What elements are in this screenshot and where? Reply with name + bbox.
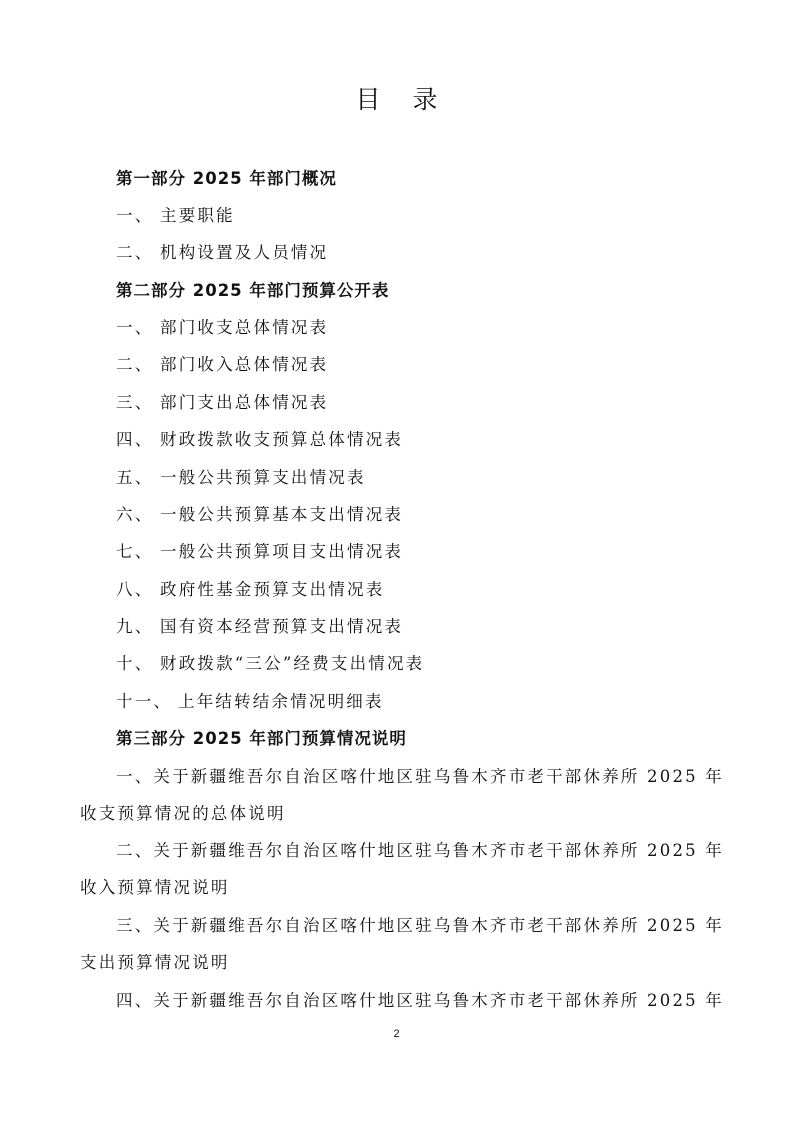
toc-item-number: 一、 [116, 767, 154, 786]
toc-item-table-7[interactable] [116, 541, 713, 563]
toc-item-label: 关于新疆维吾尔自治区喀什地区驻乌鲁木齐市老干部休养所 2025 年 [153, 841, 724, 860]
toc-item-label: 政府性基金预算支出情况表 [160, 580, 385, 599]
toc-item-number: 八、 [116, 580, 154, 599]
toc-item-label: 国有资本经营预算支出情况表 [160, 617, 404, 636]
toc-section-part3[interactable]: 第三部分 2025 年部门预算情况说明 [116, 729, 407, 748]
toc-item-label-continued: 支出预算情况说明 [80, 953, 230, 972]
toc-item-label: 部门收入总体情况表 [160, 355, 329, 374]
toc-item-label: 财政拨款“三公”经费支出情况表 [160, 654, 425, 673]
page-number: 2 [393, 1028, 400, 1040]
toc-item-table-3[interactable] [116, 392, 713, 414]
toc-item-number: 三、 [116, 916, 154, 935]
toc-item-number: 七、 [116, 542, 154, 561]
toc-item-label: 关于新疆维吾尔自治区喀什地区驻乌鲁木齐市老干部休养所 2025 年 [153, 916, 724, 935]
toc-item-number: 四、 [116, 430, 154, 449]
toc-item-label-continued: 收支预算情况的总体说明 [80, 804, 286, 823]
toc-item-number: 十一、 [116, 692, 173, 711]
toc-item-label: 关于新疆维吾尔自治区喀什地区驻乌鲁木齐市老干部休养所 2025 年 [153, 767, 724, 786]
toc-item-label: 一般公共预算支出情况表 [160, 468, 366, 487]
toc-item-label: 关于新疆维吾尔自治区喀什地区驻乌鲁木齐市老干部休养所 2025 年 [153, 991, 724, 1010]
toc-item-number: 五、 [116, 468, 154, 487]
toc-item-number: 二、 [116, 841, 154, 860]
toc-item-table-9[interactable] [116, 616, 713, 638]
toc-item-table-2[interactable] [116, 354, 713, 376]
toc-item-label: 部门支出总体情况表 [160, 393, 329, 412]
toc-item-label: 机构设置及人员情况 [160, 243, 329, 262]
toc-item-table-1[interactable] [116, 317, 713, 339]
toc-item-line [116, 766, 724, 788]
toc-item-number: 二、 [116, 355, 154, 374]
toc-item-number: 十、 [116, 654, 154, 673]
toc-item-label: 一般公共预算项目支出情况表 [160, 542, 404, 561]
toc-item-table-8[interactable] [116, 579, 713, 601]
toc-section-part2[interactable]: 第二部分 2025 年部门预算公开表 [116, 281, 390, 300]
toc-item-number: 三、 [116, 393, 154, 412]
toc-item-line [116, 990, 724, 1012]
toc-item-line [116, 840, 724, 862]
toc-item-number: 六、 [116, 505, 154, 524]
toc-item-label: 财政拨款收支预算总体情况表 [160, 430, 404, 449]
toc-item-label: 一般公共预算基本支出情况表 [160, 505, 404, 524]
toc-item-table-10[interactable] [116, 653, 713, 675]
toc-item-table-11[interactable] [116, 691, 713, 713]
toc-item-number: 四、 [116, 991, 154, 1010]
toc-item-main-functions[interactable] [116, 205, 713, 227]
page-title: 目 录 [355, 85, 450, 114]
toc-item-line [116, 915, 724, 937]
toc-item-label: 主要职能 [160, 206, 235, 225]
toc-item-label: 部门收支总体情况表 [160, 318, 329, 337]
toc-item-number: 九、 [116, 617, 154, 636]
toc-item-number: 一、 [116, 318, 154, 337]
toc-item-organization[interactable] [116, 242, 713, 264]
toc-section-part1[interactable]: 第一部分 2025 年部门概况 [116, 169, 337, 188]
toc-item-label: 上年结转结余情况明细表 [178, 692, 384, 711]
toc-item-table-4[interactable] [116, 429, 713, 451]
toc-item-table-6[interactable] [116, 504, 713, 526]
toc-item-number: 一、 [116, 206, 154, 225]
toc-item-number: 二、 [116, 243, 154, 262]
toc-item-label-continued: 收入预算情况说明 [80, 878, 230, 897]
toc-item-table-5[interactable] [116, 467, 713, 489]
